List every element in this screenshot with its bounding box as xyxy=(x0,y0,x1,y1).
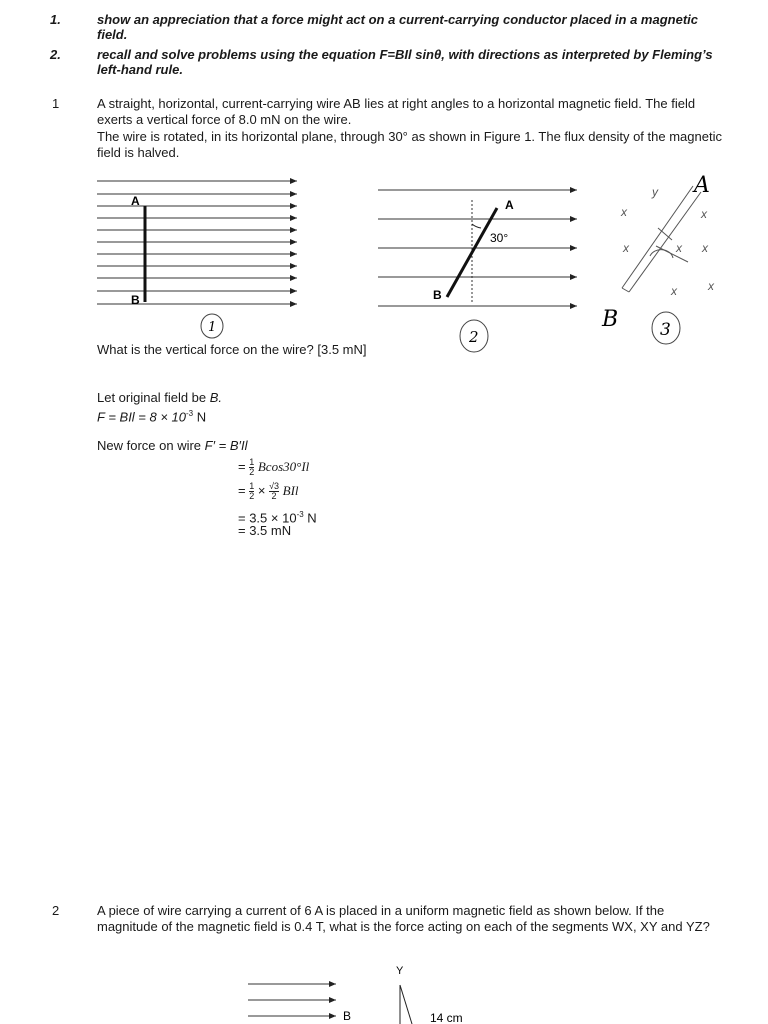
field-lines xyxy=(378,190,577,306)
solution-line: F = BIl = $8 \times 10^{-3}$ N xyxy=(97,409,207,425)
field-mark: x xyxy=(676,241,682,255)
solution-step: = $\frac{1}{2}$ × $\frac{√3}{2}$ BIl xyxy=(238,481,299,501)
label-b: B xyxy=(343,1009,352,1023)
question-number: 2 xyxy=(52,903,60,918)
solution-line: Let original field be B. xyxy=(97,390,223,405)
objective-text: recall and solve problems using the equation F=BIl sinθ, with directions as interpreted by Fleming’s left-hand rule. xyxy=(97,47,713,77)
handwritten-circle-2 xyxy=(455,318,495,358)
fraction-root3-over-2: $\frac{√3}{2}$ xyxy=(269,481,280,501)
field-lines xyxy=(248,984,336,1016)
label-a: A xyxy=(131,194,140,208)
figure-q2-wire-in-field xyxy=(240,960,480,1024)
field-mark: x xyxy=(708,279,714,293)
length-label: 14 cm xyxy=(430,1011,463,1024)
svg-text:2: 2 xyxy=(469,328,479,346)
field-mark: x xyxy=(701,207,707,221)
question-text: A straight, horizontal, current-carrying wire AB lies at right angles to a horizontal magnetic field. The field exerts a vertical force of 8.0 mN on the wire. xyxy=(97,96,696,127)
question-text: A piece of wire carrying a current of 6 A is placed in a uniform magnetic field as shown below. If the magnitude of the magnetic field is 0.4 T, what is the force acting on each of the segments WX, XY and YZ? xyxy=(97,903,710,934)
figure-2-rotated-wire xyxy=(375,180,585,315)
field-mark: y xyxy=(652,185,658,199)
wire-segment xyxy=(400,985,412,1024)
label-b: B xyxy=(131,293,140,307)
label-b: B xyxy=(433,288,442,302)
solution-step: = $\frac{1}{2}$ Bcos30°Il xyxy=(238,457,310,477)
angle-label: 30° xyxy=(490,231,509,245)
question-number: 1 xyxy=(52,96,60,111)
sub-question: What is the vertical force on the wire? [3.5 mN] xyxy=(97,342,367,357)
objective-number: 2. xyxy=(50,47,61,62)
label-a: A xyxy=(694,173,710,198)
handwritten-circle-3 xyxy=(648,308,688,352)
solution-line: New force on wire F′ = B′Il xyxy=(97,438,248,453)
label-b: B xyxy=(602,307,619,332)
label-a: A xyxy=(505,198,514,212)
solution-step: = $3.5 \times 10^{-3}$ N xyxy=(238,510,317,526)
field-mark: x xyxy=(623,241,629,255)
svg-text:1: 1 xyxy=(208,320,217,335)
question-text: The wire is rotated, in its horizontal plane, through 30° as shown in Figure 1. The flux density of the magnetic field is halved. xyxy=(97,129,722,160)
field-mark: x xyxy=(671,284,677,298)
objective-number: 1. xyxy=(50,12,61,27)
field-mark: x xyxy=(702,241,708,255)
field-mark: x xyxy=(621,205,627,219)
handwritten-circle-1 xyxy=(198,312,228,342)
figure-1-straight-wire xyxy=(95,172,310,312)
fraction-half: $\frac{1}{2}$ xyxy=(249,457,255,477)
solution-step: = 3.5 mN xyxy=(238,523,292,538)
svg-text:3: 3 xyxy=(660,320,671,340)
label-y: Y xyxy=(396,965,404,977)
field-lines xyxy=(97,181,297,304)
objective-text: show an appreciation that a force might act on a current-carrying conductor placed in a magnetic field. xyxy=(97,12,699,42)
fraction-half: $\frac{1}{2}$ xyxy=(249,481,255,501)
